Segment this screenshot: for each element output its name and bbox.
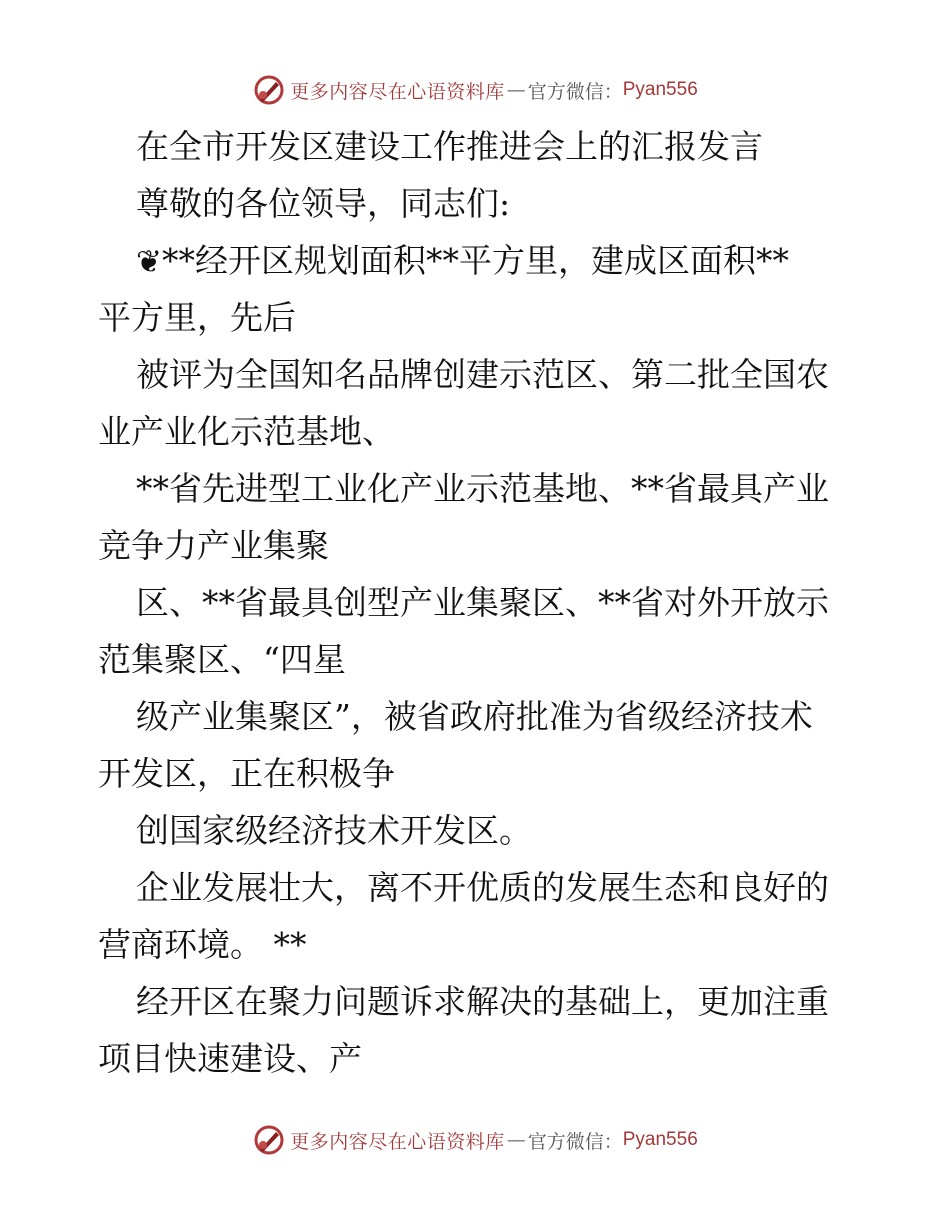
quill-logo-icon — [252, 1123, 286, 1157]
paragraph-line: 范集聚区、“四星 — [98, 640, 346, 679]
paragraph-line: 业产业化示范基地、 — [98, 412, 395, 451]
paragraph-line: 平方里，先后 — [98, 298, 296, 337]
paragraph-line: 开发区，正在积极争 — [98, 754, 395, 793]
banner-wechat-id: Pyan556 — [622, 1129, 698, 1150]
paragraph-line — [98, 232, 858, 289]
fleuron-icon: ❦ — [136, 244, 162, 280]
banner-wechat-id: Pyan556 — [622, 79, 698, 100]
banner-separator: — — [506, 79, 526, 101]
banner-contact-label: 官方微信： — [527, 80, 623, 103]
paragraph-line: 竞争力产业集聚 — [98, 526, 329, 565]
quill-logo-icon — [252, 73, 286, 107]
header-watermark — [0, 70, 950, 110]
banner-brand: 更多内容尽在心语资料库 — [290, 80, 505, 103]
paragraph-line: 经开区在聚力问题诉求解决的基础上，更加注重 — [136, 982, 829, 1021]
banner-separator: — — [506, 1129, 526, 1151]
document-title: 在全市开发区建设工作推进会上的汇报发言 — [136, 127, 763, 166]
paragraph-line: 级产业集聚区”，被省政府批准为省级经济技术 — [136, 697, 813, 736]
paragraph-line: 被评为全国知名品牌创建示范区、第二批全国农 — [136, 355, 829, 394]
banner-brand: 更多内容尽在心语资料库 — [290, 1130, 505, 1153]
banner-contact-label: 官方微信： — [527, 1130, 623, 1153]
paragraph-line: 营商环境。 ** — [98, 925, 307, 964]
document-body — [98, 118, 858, 1087]
paragraph-line: 区、**省最具创型产业集聚区、**省对外开放示 — [136, 583, 829, 622]
salutation: 尊敬的各位领导，同志们: — [136, 184, 511, 223]
footer-watermark — [0, 1120, 950, 1160]
paragraph-line: **省先进型工业化产业示范基地、**省最具产业 — [136, 469, 829, 508]
paragraph-line: 项目快速建设、产 — [98, 1039, 362, 1078]
paragraph-text: **经开区规划面积**平方里，建成区面积** — [161, 241, 789, 280]
paragraph-line: 创国家级经济技术开发区。 — [136, 811, 532, 850]
paragraph-line: 企业发展壮大，离不开优质的发展生态和良好的 — [136, 868, 829, 907]
